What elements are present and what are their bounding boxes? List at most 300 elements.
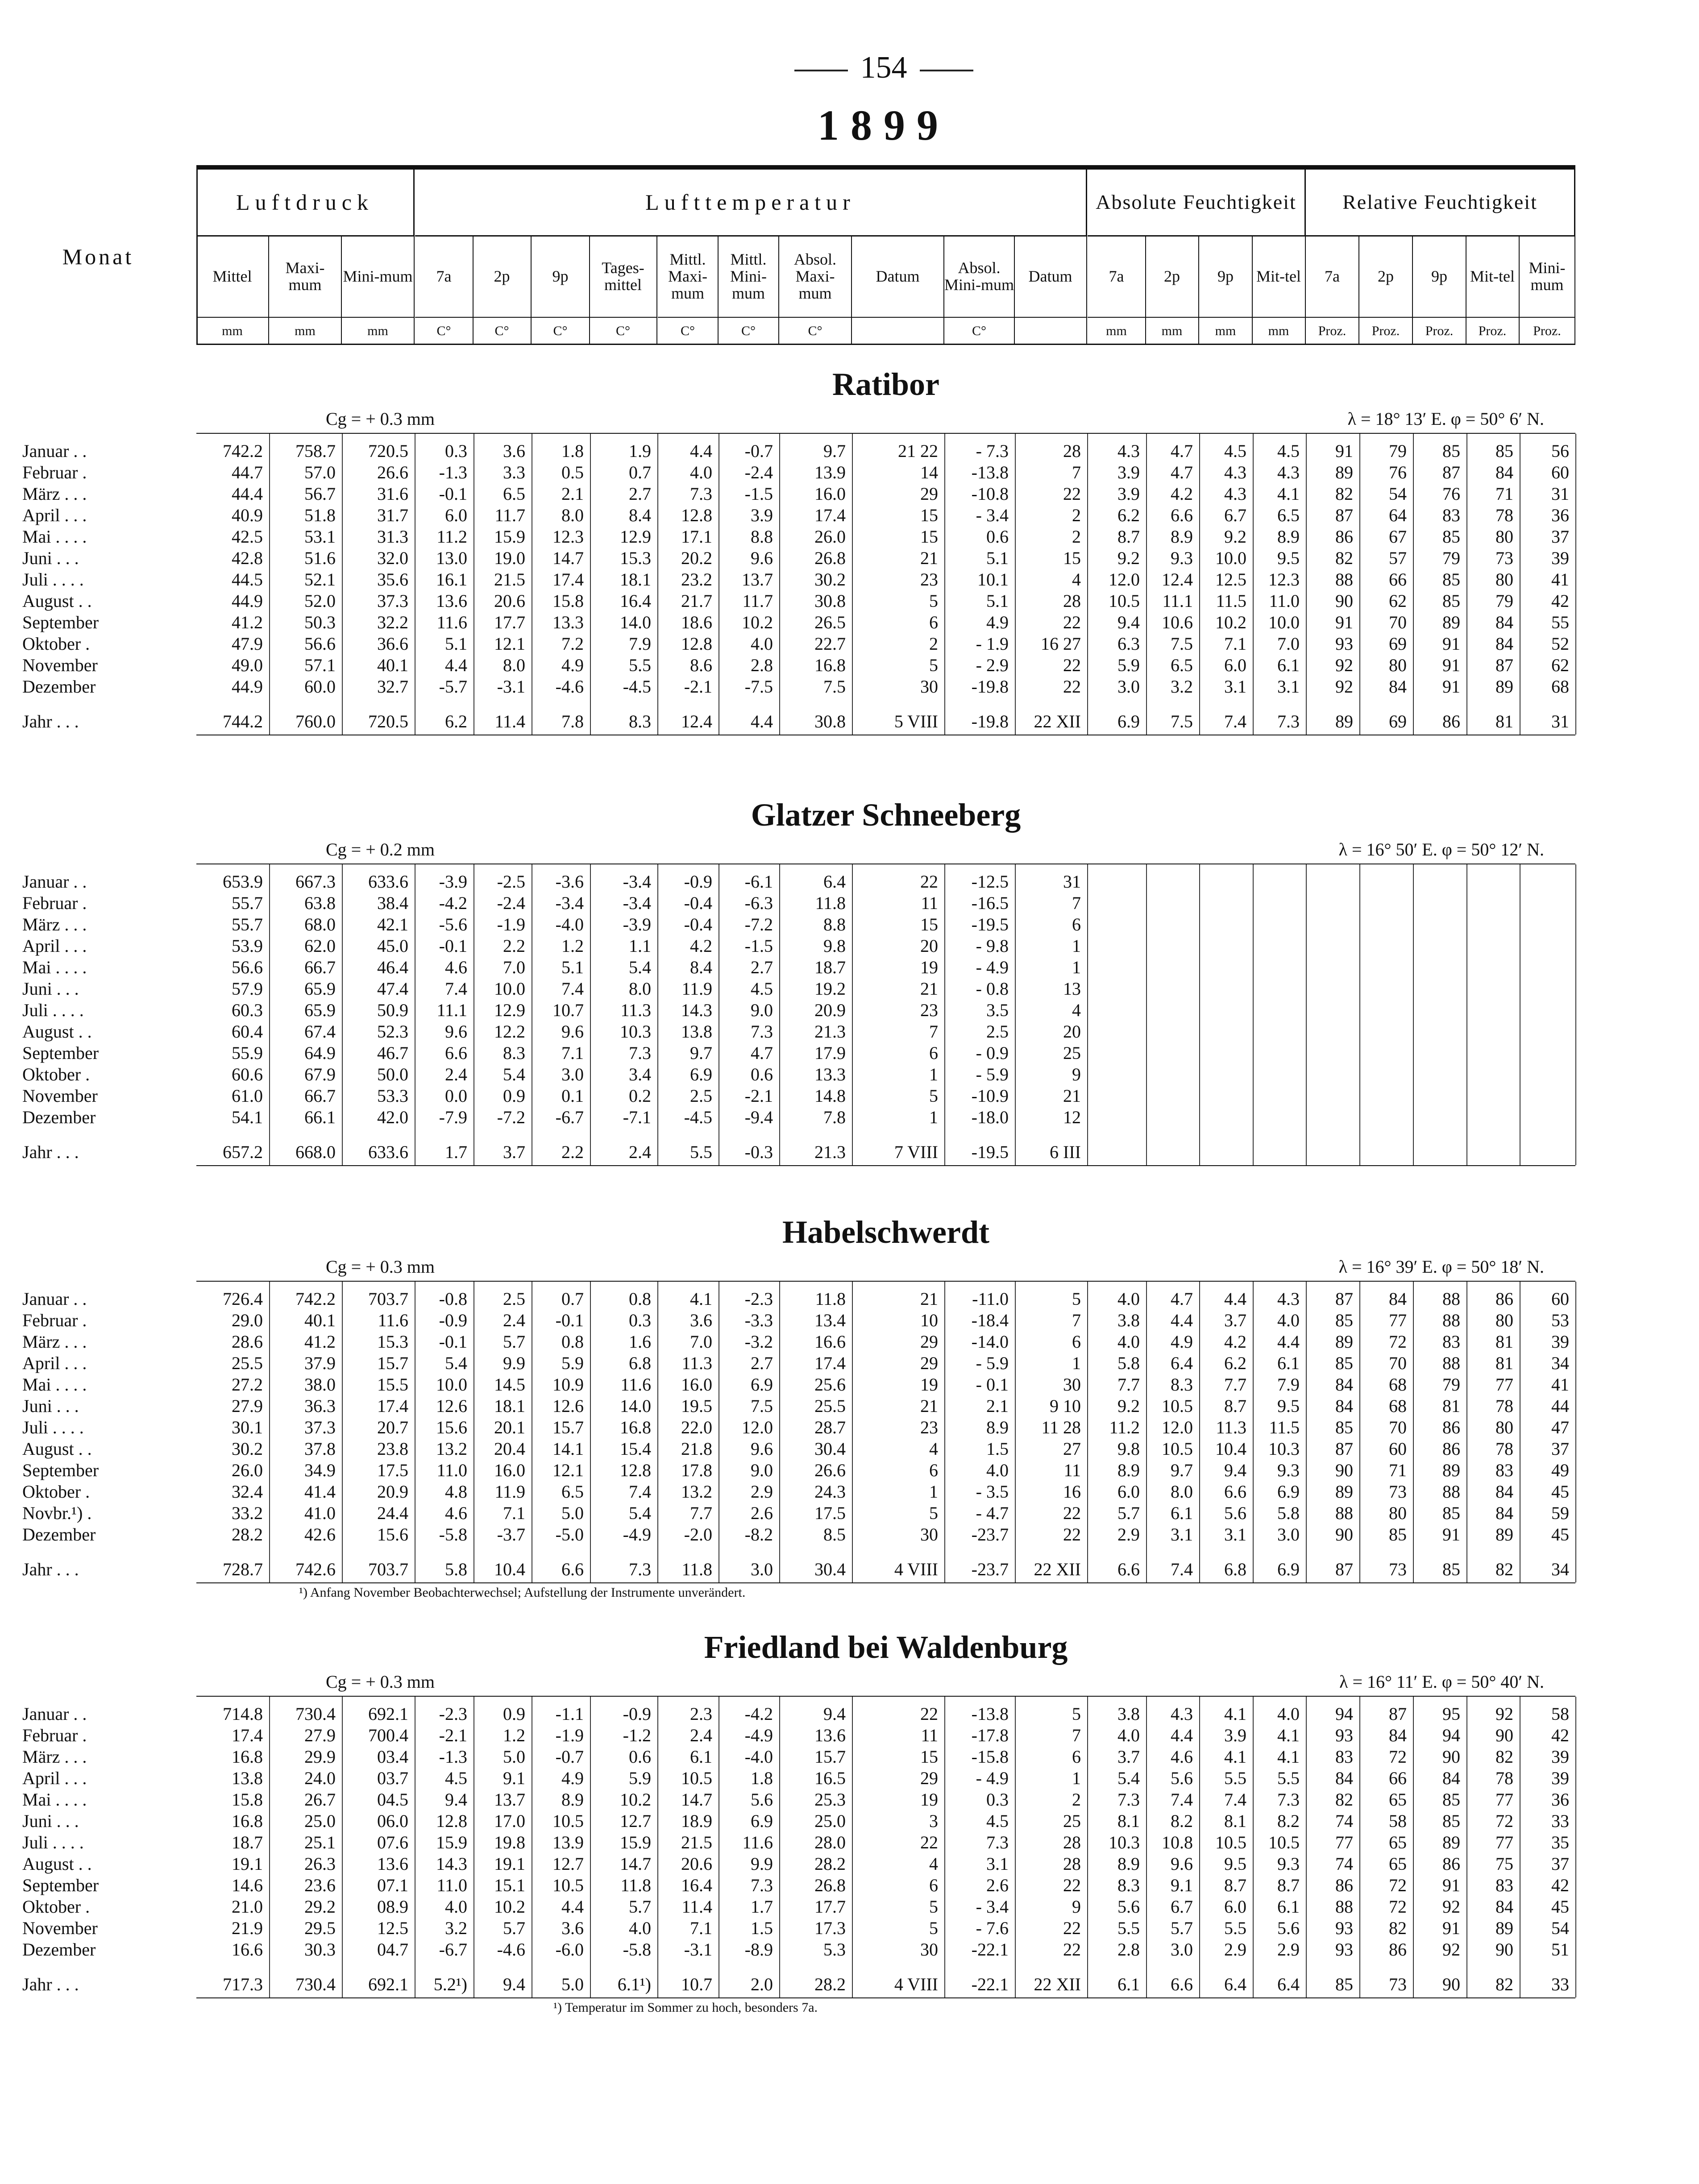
table-cell: 23.8 — [377, 1439, 408, 1459]
month-label: Jahr . . . — [22, 1559, 79, 1579]
table-cell: 86 — [1442, 1854, 1460, 1874]
table-cell: 5.7 — [1171, 1918, 1193, 1938]
station-name: Ratibor — [832, 366, 939, 402]
table-cell: 4.3 — [1171, 1704, 1193, 1724]
table-cell: 85 — [1442, 569, 1460, 590]
table-cell: 77 — [1495, 1832, 1513, 1852]
table-cell: 13.7 — [742, 569, 773, 590]
table-cell: 7.1 — [690, 1918, 712, 1938]
table-cell: 4.3 — [1277, 1289, 1300, 1309]
table-cell: 64 — [1389, 505, 1407, 525]
table-cell: 7.4 — [1224, 1790, 1246, 1810]
table-row — [0, 893, 1575, 914]
table-cell: 11.1 — [436, 1000, 467, 1020]
table-cell: 653.9 — [223, 872, 263, 892]
table-cell: 10.5 — [1109, 591, 1140, 611]
table-cell: 13.9 — [552, 1832, 584, 1852]
table-cell: 25 — [1063, 1043, 1081, 1063]
table-cell: 4 — [1072, 1000, 1081, 1020]
table-cell: 34 — [1551, 1353, 1569, 1373]
table-cell: 80 — [1495, 569, 1513, 590]
table-cell: 3.7 — [503, 1142, 525, 1162]
table-row — [0, 1395, 1575, 1417]
table-cell: 10.1 — [977, 569, 1009, 590]
table-cell: 11.7 — [742, 591, 773, 611]
table-cell: 40.9 — [232, 505, 263, 525]
table-cell: 21.8 — [681, 1439, 712, 1459]
table-cell: 15 — [1063, 548, 1081, 568]
table-cell: 5.1 — [445, 634, 467, 654]
table-cell: 91 — [1442, 1524, 1460, 1545]
month-label: Februar . — [22, 462, 87, 482]
footnote: ¹) Temperatur im Sommer zu hoch, besonders 7a. — [553, 2000, 818, 2015]
month-label: Januar . . — [22, 1289, 87, 1309]
table-cell: 692.1 — [368, 1704, 408, 1724]
table-cell: 28 — [1063, 1832, 1081, 1852]
table-cell: 13.8 — [681, 1021, 712, 1042]
table-cell: 11.7 — [494, 505, 525, 525]
table-cell: 10.5 — [552, 1875, 584, 1895]
table-cell: 9.9 — [751, 1854, 773, 1874]
table-cell: 7.4 — [561, 979, 584, 999]
table-cell: 82 — [1335, 548, 1353, 568]
table-cell: 85 — [1442, 1559, 1460, 1579]
table-cell: 82 — [1495, 1747, 1513, 1767]
table-cell: 5.8 — [1117, 1353, 1140, 1373]
table-cell: -7.2 — [744, 914, 773, 934]
table-cell: 68 — [1389, 1396, 1407, 1416]
table-cell: 2.8 — [751, 655, 773, 675]
table-cell: 31.3 — [377, 527, 408, 547]
table-cell: 12.6 — [436, 1396, 467, 1416]
table-cell: -23.7 — [971, 1559, 1009, 1579]
table-cell: 93 — [1335, 1918, 1353, 1938]
table-cell: 12.8 — [681, 505, 712, 525]
table-cell: -19.5 — [971, 1142, 1009, 1162]
table-cell: -4.6 — [555, 677, 584, 697]
table-cell: 18.6 — [681, 612, 712, 632]
table-cell: 22 XII — [1034, 711, 1081, 731]
table-cell: 14.0 — [620, 612, 651, 632]
table-cell: 52.1 — [304, 569, 336, 590]
table-cell: 13.6 — [377, 1854, 408, 1874]
column-label: Mini-mum — [343, 267, 413, 286]
table-cell: 16.6 — [814, 1332, 846, 1352]
table-cell: 17.4 — [814, 505, 846, 525]
table-cell: 37 — [1551, 1854, 1569, 1874]
table-cell: 89 — [1335, 1482, 1353, 1502]
table-cell: -2.1 — [744, 1086, 773, 1106]
table-cell: 74 — [1335, 1854, 1353, 1874]
table-cell: 742.6 — [295, 1559, 336, 1579]
table-cell: 7.3 — [1117, 1790, 1140, 1810]
station-table — [22, 433, 1575, 735]
column-label: Mittel — [212, 267, 252, 286]
table-cell: -2.3 — [439, 1704, 467, 1724]
table-cell: 8.7 — [1277, 1875, 1300, 1895]
month-label: März . . . — [22, 1747, 87, 1767]
table-cell: 5.4 — [629, 957, 651, 977]
table-cell: 2.4 — [690, 1725, 712, 1745]
table-cell: 0.9 — [503, 1086, 525, 1106]
column-unit: mm — [1199, 317, 1252, 345]
table-cell: 46.7 — [377, 1043, 408, 1063]
table-cell: 15.1 — [494, 1875, 525, 1895]
table-cell: 1.5 — [751, 1918, 773, 1938]
table-cell: 89 — [1442, 612, 1460, 632]
table-cell: -3.1 — [684, 1939, 712, 1960]
table-cell: 10.5 — [681, 1768, 712, 1788]
table-cell: 703.7 — [368, 1559, 408, 1579]
table-cell: -2.3 — [744, 1289, 773, 1309]
table-cell: -5.0 — [555, 1524, 584, 1545]
table-cell: 89 — [1335, 1332, 1353, 1352]
table-cell: 5.7 — [1117, 1503, 1140, 1523]
table-cell: 6.1¹) — [617, 1974, 651, 1994]
table-cell: -4.6 — [497, 1939, 525, 1960]
month-label: Dezember — [22, 1524, 96, 1545]
table-row — [0, 871, 1575, 893]
table-cell: -8.2 — [744, 1524, 773, 1545]
table-cell: 34 — [1551, 1559, 1569, 1579]
table-cell: 4.0 — [690, 462, 712, 482]
table-cell: 8.0 — [561, 505, 584, 525]
table-cell: 31.6 — [377, 484, 408, 504]
table-cell: 21.3 — [814, 1142, 846, 1162]
table-cell: 89 — [1495, 1918, 1513, 1938]
table-cell: 3.5 — [986, 1000, 1009, 1020]
table-row — [0, 1503, 1575, 1524]
table-cell: 28.7 — [814, 1417, 846, 1437]
table-cell: 85 — [1335, 1353, 1353, 1373]
table-cell: -6.7 — [439, 1939, 467, 1960]
table-cell: 4.4 — [1171, 1725, 1193, 1745]
table-row — [0, 1460, 1575, 1481]
table-cell: 4 — [929, 1439, 938, 1459]
table-cell: 1 — [929, 1107, 938, 1127]
table-cell: 44.5 — [232, 569, 263, 590]
table-cell: 7.9 — [629, 634, 651, 654]
table-cell: 21.7 — [681, 591, 712, 611]
table-cell: 1 — [1072, 957, 1081, 977]
table-cell: 3.0 — [1117, 677, 1140, 697]
table-cell: 60 — [1551, 462, 1569, 482]
table-cell: 7.0 — [503, 957, 525, 977]
table-cell: 72 — [1495, 1811, 1513, 1831]
month-label: Mai . . . . — [22, 1790, 87, 1810]
table-cell: 9.2 — [1117, 548, 1140, 568]
table-cell: 6.6 — [1171, 1974, 1193, 1994]
table-cell: 90 — [1335, 1524, 1353, 1545]
table-cell: 29.0 — [232, 1310, 263, 1330]
table-cell: 70 — [1389, 1353, 1407, 1373]
column-unit: C° — [719, 317, 778, 345]
table-cell: 21 — [920, 1396, 938, 1416]
table-cell: 6.1 — [1117, 1974, 1140, 1994]
table-cell: -12.5 — [971, 872, 1009, 892]
table-cell: 4.5 — [1224, 441, 1246, 461]
table-cell: 12.8 — [436, 1811, 467, 1831]
table-cell: -5.6 — [439, 914, 467, 934]
table-row — [0, 1746, 1575, 1768]
table-cell: 84 — [1389, 1725, 1407, 1745]
table-cell: -7.9 — [439, 1107, 467, 1127]
table-cell: 78 — [1495, 1768, 1513, 1788]
table-cell: 17.9 — [814, 1043, 846, 1063]
table-cell: 49 — [1551, 1460, 1569, 1480]
table-cell: 45 — [1551, 1482, 1569, 1502]
column-label: Absol. Maxi-mum — [793, 250, 836, 302]
table-cell: 15.6 — [377, 1524, 408, 1545]
table-cell: 8.2 — [1171, 1811, 1193, 1831]
table-row — [0, 1810, 1575, 1832]
table-cell: -0.1 — [439, 484, 467, 504]
table-cell: 15.4 — [620, 1439, 651, 1459]
table-cell: 90 — [1442, 1747, 1460, 1767]
table-cell: 44.4 — [232, 484, 263, 504]
table-cell: 77 — [1495, 1374, 1513, 1395]
table-cell: 4.1 — [1224, 1747, 1246, 1767]
table-cell: 6.6 — [561, 1559, 584, 1579]
table-cell: 44 — [1551, 1396, 1569, 1416]
month-label: Januar . . — [22, 872, 87, 892]
table-cell: 85 — [1442, 591, 1460, 611]
table-cell: 81 — [1495, 1353, 1513, 1373]
month-label: August . . — [22, 1021, 92, 1042]
table-cell: 657.2 — [223, 1142, 263, 1162]
table-cell: 88 — [1442, 1353, 1460, 1373]
table-cell: 18.1 — [620, 569, 651, 590]
table-cell: 31.7 — [377, 505, 408, 525]
table-cell: 51.8 — [304, 505, 336, 525]
table-cell: 10.8 — [1162, 1832, 1193, 1852]
table-cell: 5 — [929, 1086, 938, 1106]
column-unit: C° — [658, 317, 718, 345]
table-cell: 3.9 — [1117, 484, 1140, 504]
table-cell: -7.5 — [744, 677, 773, 697]
table-cell: 85 — [1442, 441, 1460, 461]
table-cell: 10.5 — [1268, 1832, 1300, 1852]
table-cell: 8.7 — [1117, 527, 1140, 547]
table-cell: 3.1 — [1277, 677, 1300, 697]
table-cell: 73 — [1389, 1974, 1407, 1994]
table-cell: 13.7 — [494, 1790, 525, 1810]
table-cell: 20.1 — [494, 1417, 525, 1437]
table-cell: 15 — [920, 1747, 938, 1767]
table-cell: 13.3 — [552, 612, 584, 632]
table-cell: 85 — [1495, 441, 1513, 461]
table-cell: 29.2 — [304, 1897, 336, 1917]
table-cell: 10.0 — [1215, 548, 1246, 568]
table-cell: 41 — [1551, 1374, 1569, 1395]
column-label: Mittl. Mini-mum — [730, 250, 767, 302]
table-cell: 19.1 — [494, 1854, 525, 1874]
table-cell: 9.0 — [751, 1000, 773, 1020]
table-cell: 72 — [1389, 1747, 1407, 1767]
table-cell: 12.9 — [620, 527, 651, 547]
table-cell: -4.9 — [744, 1725, 773, 1745]
table-cell: 29 — [920, 1332, 938, 1352]
table-cell: 15.3 — [620, 548, 651, 568]
table-cell: 37.8 — [304, 1439, 336, 1459]
table-cell: 57.9 — [232, 979, 263, 999]
table-cell: 53 — [1551, 1310, 1569, 1330]
table-cell: 7.5 — [751, 1396, 773, 1416]
table-cell: 19 — [920, 1790, 938, 1810]
table-row — [0, 655, 1575, 676]
table-cell: 3.2 — [1171, 677, 1193, 697]
table-cell: 22 — [1063, 677, 1081, 697]
table-cell: 56.7 — [304, 484, 336, 504]
station-coordinates: λ = 16° 39′ E. φ = 50° 18′ N. — [1338, 1257, 1544, 1277]
table-cell: 30.1 — [232, 1417, 263, 1437]
table-cell: 73 — [1389, 1482, 1407, 1502]
table-row — [0, 1481, 1575, 1503]
table-cell: 22 — [920, 872, 938, 892]
table-row — [0, 462, 1575, 483]
table-cell: 28.6 — [232, 1332, 263, 1352]
month-label: September — [22, 612, 99, 632]
month-label: Mai . . . . — [22, 1374, 87, 1395]
table-cell: 9.9 — [503, 1353, 525, 1373]
table-cell: 83 — [1442, 1332, 1460, 1352]
table-row — [0, 483, 1575, 505]
station-name: Friedland bei Waldenburg — [704, 1629, 1068, 1665]
table-cell: 86 — [1495, 1289, 1513, 1309]
table-cell: 49.0 — [232, 655, 263, 675]
table-cell: 2.7 — [629, 484, 651, 504]
table-cell: 55.7 — [232, 914, 263, 934]
table-cell: 1 — [1072, 1768, 1081, 1788]
month-label: Dezember — [22, 1939, 96, 1960]
table-cell: 7.3 — [629, 1043, 651, 1063]
column-unit: C° — [944, 317, 1014, 345]
table-cell: 11 — [921, 1725, 938, 1745]
table-cell: -3.2 — [744, 1332, 773, 1352]
table-cell: 76 — [1389, 462, 1407, 482]
table-cell: 6.6 — [1117, 1559, 1140, 1579]
table-cell: -4.2 — [744, 1704, 773, 1724]
table-cell: 75 — [1495, 1854, 1513, 1874]
table-cell: 8.9 — [1117, 1460, 1140, 1480]
table-cell: 5.0 — [503, 1747, 525, 1767]
table-cell: 88 — [1335, 569, 1353, 590]
table-cell: - 4.9 — [976, 957, 1009, 977]
table-cell: 19.1 — [232, 1854, 263, 1874]
table-cell: 2.5 — [503, 1289, 525, 1309]
table-cell: 26.8 — [814, 548, 846, 568]
table-cell: 79 — [1389, 441, 1407, 461]
table-cell: 7.4 — [1224, 711, 1246, 731]
table-cell: 19.5 — [681, 1396, 712, 1416]
table-cell: 10.0 — [1268, 612, 1300, 632]
table-cell: 5.9 — [629, 1768, 651, 1788]
column-label: 7a — [1109, 267, 1124, 286]
table-cell: 3.7 — [1224, 1310, 1246, 1330]
table-cell: 17.7 — [494, 612, 525, 632]
table-cell: 12.5 — [1215, 569, 1246, 590]
table-cell: 4.4 — [690, 441, 712, 461]
table-cell: 7 — [1072, 893, 1081, 913]
table-cell: 4.0 — [629, 1918, 651, 1938]
table-cell: 11.6 — [436, 612, 467, 632]
table-cell: 8.0 — [1171, 1482, 1193, 1502]
table-cell: 4 VIII — [894, 1974, 938, 1994]
month-label: November — [22, 1918, 98, 1938]
table-cell: -3.4 — [555, 893, 584, 913]
table-cell: 2.4 — [445, 1064, 467, 1084]
table-cell: 11.2 — [436, 527, 467, 547]
table-cell: 54 — [1551, 1918, 1569, 1938]
table-cell: 7.7 — [1224, 1374, 1246, 1395]
table-cell: 6.9 — [751, 1374, 773, 1395]
table-cell: -2.1 — [439, 1725, 467, 1745]
table-cell: 5.9 — [561, 1353, 584, 1373]
table-cell: 5.6 — [1277, 1918, 1300, 1938]
table-cell: 2 — [1072, 527, 1081, 547]
table-cell: 730.4 — [295, 1974, 336, 1994]
table-cell: 28.2 — [814, 1974, 846, 1994]
table-cell: 68 — [1389, 1374, 1407, 1395]
table-cell: 86 — [1442, 1417, 1460, 1437]
table-cell: 78 — [1495, 1396, 1513, 1416]
table-cell: -4.5 — [623, 677, 651, 697]
table-cell: 91 — [1442, 1875, 1460, 1895]
table-cell: 16.8 — [814, 655, 846, 675]
table-cell: 27.2 — [232, 1374, 263, 1395]
table-cell: 84 — [1495, 634, 1513, 654]
table-row — [0, 1331, 1575, 1353]
table-cell: 79 — [1495, 591, 1513, 611]
table-cell: 4.5 — [1277, 441, 1300, 461]
column-unit: Proz. — [1466, 317, 1519, 345]
table-cell: 7.7 — [690, 1503, 712, 1523]
table-cell: 33.2 — [232, 1503, 263, 1523]
table-cell: 24.4 — [377, 1503, 408, 1523]
table-cell: 0.3 — [445, 441, 467, 461]
table-cell: 65.9 — [304, 1000, 336, 1020]
table-cell: 9.1 — [1171, 1875, 1193, 1895]
table-cell: -1.9 — [497, 914, 525, 934]
table-cell: - 4.7 — [976, 1503, 1009, 1523]
column-label: 9p — [1217, 267, 1234, 286]
table-cell: 9 — [1072, 1064, 1081, 1084]
table-cell: 730.4 — [295, 1704, 336, 1724]
column-label: Mit-tel — [1256, 267, 1301, 286]
table-cell: 5.5 — [1224, 1918, 1246, 1938]
table-cell: 5.4 — [1117, 1768, 1140, 1788]
table-cell: -5.8 — [439, 1524, 467, 1545]
table-cell: 29.9 — [304, 1747, 336, 1767]
table-cell: 87 — [1335, 1439, 1353, 1459]
table-cell: 0.0 — [445, 1086, 467, 1106]
table-cell: 742.2 — [223, 441, 263, 461]
table-cell: 84 — [1335, 1374, 1353, 1395]
table-cell: 15.5 — [377, 1374, 408, 1395]
table-cell: 21 22 — [898, 441, 938, 461]
table-cell: -17.8 — [971, 1725, 1009, 1745]
table-cell: 36 — [1551, 505, 1569, 525]
table-cell: 7.8 — [823, 1107, 846, 1127]
table-cell: 25.0 — [304, 1811, 336, 1831]
table-cell: -0.4 — [684, 914, 712, 934]
table-cell: 7.5 — [823, 677, 846, 697]
table-cell: -18.4 — [971, 1310, 1009, 1330]
table-cell: 87 — [1442, 462, 1460, 482]
table-row — [0, 1896, 1575, 1918]
table-cell: 5.1 — [986, 548, 1009, 568]
table-cell: 0.8 — [561, 1332, 584, 1352]
